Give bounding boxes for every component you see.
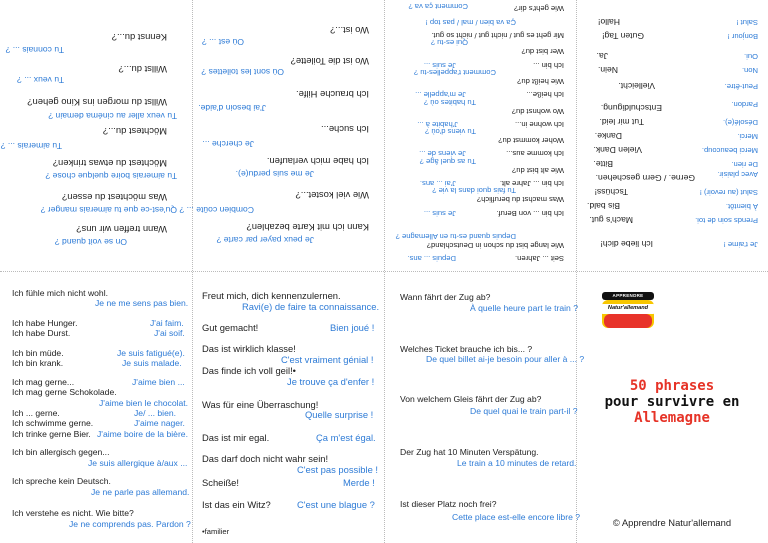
french-translation: Salut ! — [736, 18, 758, 27]
german-phrase: Ich bin allergisch gegen... — [12, 447, 110, 457]
german-phrase: Ich verstehe es nicht. Wie bitte? — [12, 508, 134, 518]
german-phrase: Das ist mir egal. — [202, 432, 270, 443]
french-translation: Je ne parle pas allemand. — [91, 487, 190, 497]
french-translation: Tu veux aller au cinéma demain ? — [48, 111, 177, 121]
german-phrase: Das finde ich voll geil!• — [202, 365, 296, 376]
title-line-3: Allemagne — [634, 410, 710, 426]
french-translation: Je suis malade. — [122, 358, 182, 368]
german-phrase: Scheiße! — [202, 477, 239, 488]
french-translation: J'aime nager. — [134, 418, 185, 428]
french-translation: Tu aimerais boire quelque chose ? — [45, 171, 177, 181]
german-phrase: Willst du...? — [118, 64, 167, 75]
french-translation: Qu'est-ce que tu aimerais manger ? — [40, 205, 177, 215]
french-translation: Bien joué ! — [330, 322, 375, 333]
german-phrase: Bis bald. — [587, 201, 620, 211]
german-phrase: Danke. — [594, 131, 622, 141]
german-phrase: Ich brauche Hilfe. — [296, 89, 369, 100]
title-line-2: pour survivre en — [604, 394, 740, 410]
german-phrase: Guten Tag! — [602, 31, 644, 41]
french-translation: Comment t'appelles-tu ? — [413, 68, 496, 77]
french-translation: Tu aimerais ... ? — [0, 141, 62, 151]
french-translation: Comment ça va ? — [408, 2, 468, 11]
german-phrase: Entschuldigung. — [600, 103, 662, 113]
french-translation: Tu as quel âge ? — [419, 157, 476, 166]
german-phrase: Wo wohnst du? — [511, 107, 564, 116]
german-phrase: Wie viel kostet...? — [295, 190, 369, 201]
french-translation: À bientôt. — [725, 202, 758, 211]
title-line-1: 50 phrases — [629, 378, 715, 394]
french-translation: Tu fais quoi dans la vie ? — [432, 186, 516, 195]
french-translation: Je suis ... — [423, 61, 456, 70]
panel-top-3 — [384, 0, 576, 271]
german-phrase: Ich mag gerne Schokolade. — [12, 387, 117, 397]
german-phrase: Ich komme aus... — [506, 149, 564, 158]
french-translation: Depuis ... ans. — [407, 254, 456, 263]
french-translation: Je suis ... — [423, 209, 456, 218]
french-translation: Merci. — [737, 132, 758, 141]
german-phrase: Ist dieser Platz noch frei? — [400, 499, 497, 509]
french-translation: De quel billet ai-je besoin pour aller à ... ? — [426, 354, 585, 364]
german-phrase: Nein. — [597, 65, 618, 75]
german-phrase: Ich habe mich verlaufen. — [266, 156, 369, 167]
panel-bottom-2 — [192, 272, 384, 543]
panel-bottom-4 — [576, 272, 768, 543]
panel-bottom-1 — [0, 272, 192, 543]
logo — [600, 286, 656, 338]
german-phrase: Ich fühle mich nicht wohl. — [12, 288, 109, 298]
french-translation: Le train a 10 minutes de retard. — [457, 458, 577, 468]
french-translation: Non. — [741, 66, 758, 75]
german-phrase: Ich heiße... — [526, 90, 564, 99]
french-translation: Bonjour ! — [727, 32, 758, 41]
german-phrase: Kann ich mit Karte bezahlen? — [246, 222, 369, 233]
french-translation: J'aime boire de la bière. — [97, 429, 188, 439]
german-phrase: Welches Ticket brauche ich bis... ? — [400, 344, 533, 354]
logo-main-text: Natur'allemand — [607, 305, 649, 311]
german-phrase: Ich ... gerne. — [12, 408, 60, 418]
german-phrase: Vielen Dank. — [593, 145, 642, 155]
german-phrase: Wann treffen wir uns? — [76, 224, 167, 235]
french-translation: Quelle surprise ! — [305, 409, 374, 420]
german-phrase: Der Zug hat 10 Minuten Verspätung. — [400, 447, 539, 457]
logo-top-text: APPRENDRE — [612, 293, 644, 298]
french-translation: J'habite à ... — [417, 120, 458, 129]
french-translation: Peut-être. — [724, 82, 758, 91]
german-phrase: Was machst du beruflich? — [476, 195, 564, 204]
german-phrase: Möchtest du...? — [102, 126, 167, 137]
french-translation: Je m'appelle ... — [415, 90, 466, 99]
panel-bottom-3 — [384, 272, 585, 543]
german-phrase: Möchtest du etwas trinken? — [52, 158, 167, 169]
german-phrase: Tschüss! — [594, 187, 628, 197]
german-phrase: Willst du morgen ins Kino gehen? — [27, 97, 167, 108]
french-translation: J'ai besoin d'aide. — [198, 103, 266, 113]
german-phrase: Wie geht's dir? — [514, 4, 564, 13]
french-translation: Je suis fatigué(e). — [117, 348, 185, 358]
german-phrase: Das darf doch nicht wahr sein! — [202, 453, 329, 464]
french-translation: De rien. — [731, 160, 758, 169]
copyright: © Apprendre Natur'allemand — [612, 517, 732, 528]
german-phrase: Ich bin ... Jahre alt. — [499, 179, 564, 188]
german-phrase: Was möchtest du essen? — [62, 192, 167, 203]
german-phrase: Wer bist du? — [521, 47, 564, 56]
german-phrase: Bitte. — [593, 159, 613, 169]
german-phrase: Ich bin ... von Beruf. — [496, 209, 564, 218]
german-phrase: Ich trinke gerne Bier. — [12, 429, 91, 439]
french-translation: C'est pas possible ! — [297, 464, 378, 475]
french-translation: Je trouve ça d'enfer ! — [287, 376, 375, 387]
french-translation: C'est une blague ? — [297, 499, 375, 510]
french-translation: Tu viens d'où ? — [425, 127, 476, 136]
french-translation: Je/ ... bien. — [134, 408, 177, 418]
french-translation: Oui. — [744, 52, 758, 61]
german-phrase: Freut mich, dich kennenzulernen. — [202, 290, 341, 301]
french-translation: Je ne me sens pas bien. — [95, 298, 189, 308]
french-translation: Je viens de ... — [419, 149, 466, 158]
german-phrase: Ich bin ... — [533, 61, 564, 70]
german-phrase: Ist das ein Witz? — [202, 499, 271, 510]
french-translation: Je peux payer par carte ? — [216, 235, 314, 245]
german-phrase: Gerne. / Gern geschehen. — [595, 173, 695, 183]
german-phrase: Was für eine Überraschung! — [202, 399, 319, 410]
german-phrase: Ich suche... — [321, 124, 369, 135]
footnote: •familier — [202, 527, 230, 536]
french-translation: J'aime bien le chocolat. — [99, 398, 189, 408]
german-phrase: Ich habe Durst. — [12, 328, 71, 338]
german-phrase: Kennst du...? — [111, 32, 167, 43]
german-phrase: Ja. — [596, 51, 608, 61]
french-translation: J'aime bien ... — [132, 377, 185, 387]
french-translation: De quel quai le train part-il ? — [470, 406, 578, 416]
french-translation: Salut (au revoir) ! — [699, 188, 758, 197]
french-translation: Je ne comprends pas. Pardon ? — [69, 519, 191, 529]
german-phrase: Hallo! — [598, 17, 620, 27]
german-phrase: Ich bin müde. — [12, 348, 64, 358]
french-translation: Merci beaucoup. — [701, 146, 758, 155]
german-phrase: Wie alt bist du? — [512, 166, 564, 175]
panel-top-4 — [576, 0, 768, 271]
german-phrase: Wo ist...? — [330, 25, 369, 36]
french-translation: Tu habites où ? — [423, 98, 476, 107]
french-translation: Où est ... ? — [201, 37, 244, 47]
german-phrase: Wie heißt du? — [517, 77, 564, 86]
german-phrase: Ich habe Hunger. — [12, 318, 78, 328]
french-translation: Où sont les toilettes ? — [201, 67, 284, 77]
french-translation: Qui es-tu ? — [430, 38, 468, 47]
french-translation: Désolé(e). — [722, 118, 758, 127]
german-phrase: Von welchem Gleis fährt der Zug ab? — [400, 394, 542, 404]
german-phrase: Vielleicht. — [618, 81, 655, 91]
french-translation: On se voit quand ? — [54, 237, 127, 247]
german-phrase: Seit ... Jahren. — [515, 254, 564, 263]
german-phrase: Ich spreche kein Deutsch. — [12, 476, 111, 486]
german-phrase: Wo ist die Toilette? — [290, 56, 369, 67]
french-translation: À quelle heure part le train ? — [470, 303, 578, 313]
panel-top-1 — [0, 0, 192, 271]
french-translation: J'ai ... ans. — [419, 179, 456, 188]
french-translation: C'est vraiment génial ! — [281, 354, 374, 365]
german-phrase: Das ist wirklich klasse! — [202, 343, 296, 354]
french-translation: Cette place est-elle encore libre ? — [452, 512, 581, 522]
german-phrase: Ich schwimme gerne. — [12, 418, 94, 428]
french-translation: Je suis allergique à/aux ... — [88, 458, 188, 468]
german-phrase: Ich liebe dich! — [600, 239, 653, 249]
german-phrase: Ich bin krank. — [12, 358, 64, 368]
german-phrase: Mir geht es gut / nicht gut / nicht so gut. — [431, 31, 564, 40]
german-phrase: Ich mag gerne... — [12, 377, 75, 387]
german-phrase: Mach's gut. — [589, 215, 633, 225]
german-phrase: Tut mir leid. — [599, 117, 644, 127]
german-phrase: Wie lange bist du schon in Deutschland? — [426, 241, 564, 250]
french-translation: Combien coûte ... ? — [179, 205, 254, 215]
french-translation: Merde ! — [343, 477, 375, 488]
german-phrase: Woher kommst du? — [498, 136, 564, 145]
french-translation: Depuis quand es-tu en Allemagne ? — [395, 232, 516, 241]
french-translation: J'ai faim. — [150, 318, 184, 328]
french-translation: Ça m'est égal. — [316, 432, 376, 443]
french-translation: Prends soin de toi. — [695, 216, 758, 225]
french-translation: Je cherche ... — [202, 139, 254, 149]
french-translation: Je t'aime ! — [723, 240, 758, 249]
french-translation: Avec plaisir. — [717, 170, 758, 179]
poster-title — [576, 378, 768, 426]
french-translation: Ravi(e) de faire ta connaissance. — [242, 301, 380, 312]
french-translation: Tu veux ... ? — [17, 75, 64, 85]
french-translation: J'ai soif. — [154, 328, 185, 338]
german-phrase: Ich wohne in... — [515, 120, 564, 129]
french-translation: Ça va bien / mal / pas top ! — [425, 18, 516, 27]
german-phrase: Wann fährt der Zug ab? — [400, 292, 491, 302]
french-translation: Pardon. — [731, 100, 758, 109]
german-phrase: Gut gemacht! — [202, 322, 259, 333]
french-translation: Tu connais ... ? — [5, 45, 64, 55]
french-translation: Je me suis perdu(e). — [235, 169, 314, 179]
panel-top-2 — [179, 0, 384, 271]
